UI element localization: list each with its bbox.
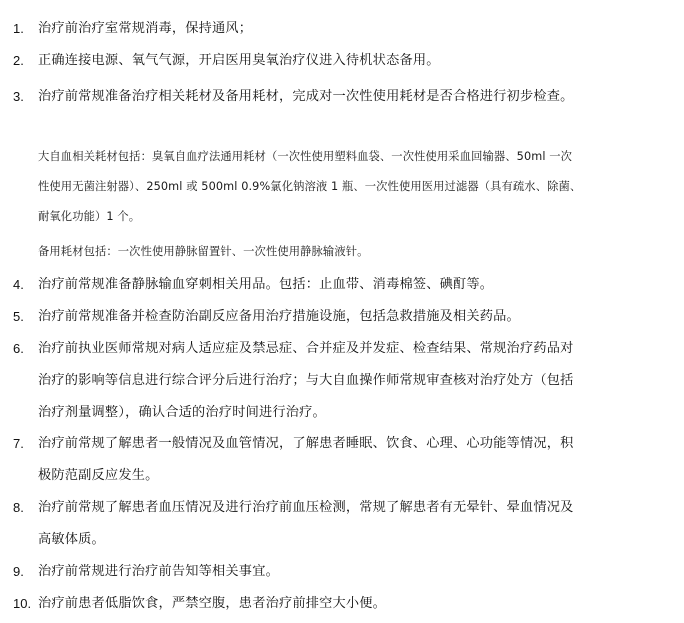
list-number: 1. <box>13 21 24 36</box>
list-text: 治疗前患者低脂饮食，严禁空腹，患者治疗前排空大小便。 <box>38 596 387 611</box>
list-text: 治疗前常规准备静脉输血穿刺相关用品。包括：止血带、消毒棉签、碘酊等。 <box>38 277 494 292</box>
list-text: 治疗前常规准备并检查防治副反应备用治疗措施设施，包括急救措施及相关药品。 <box>38 309 520 324</box>
list-text: 治疗前执业医师常规对病人适应症及禁忌症、合并症及并发症、检查结果、常规治疗药品对治疗的影响等信息进行综合评分后进行治疗；与大自血操作师常规审查核对治疗处方（包括治疗剂量调整），确认合适的治疗时间进行治疗。 <box>38 341 574 420</box>
list-text: 治疗前治疗室常规消毒，保持通风； <box>38 21 253 36</box>
list-text: 治疗前常规进行治疗前告知等相关事宜。 <box>38 564 279 579</box>
list-text: 治疗前常规了解患者血压情况及进行治疗前血压检测，常规了解患者有无晕针、晕血情况及高敏体质。 <box>38 500 574 547</box>
list-number: 9. <box>13 564 24 579</box>
list-text: 治疗前常规了解患者一般情况及血管情况，了解患者睡眠、饮食、心理、心功能等情况，积极防范副反应发生。 <box>38 436 574 483</box>
list-number: 6. <box>13 341 24 356</box>
list-text: 正确连接电源、氧气气源，开启医用臭氧治疗仪进入待机状态备用。 <box>38 53 440 68</box>
list-number: 3. <box>13 89 24 104</box>
consumables-main-note: 大自血相关耗材包括：臭氧自血疗法通用耗材（一次性使用塑料血袋、一次性使用采血回输器、50ml 一次性使用无菌注射器）、250ml 或 500ml 0.9%氯化钠溶液 1 瓶、一次性使用医用过滤器（具有疏水、除菌、耐氧化功能）1 个。 <box>38 150 582 223</box>
list-number: 7. <box>13 436 24 451</box>
list-number: 2. <box>13 53 24 68</box>
list-number: 8. <box>13 500 24 515</box>
list-text: 治疗前常规准备治疗相关耗材及备用耗材，完成对一次性使用耗材是否合格进行初步检查。 <box>38 89 574 104</box>
consumables-backup-note: 备用耗材包括：一次性使用静脉留置针、一次性使用静脉输液针。 <box>38 245 369 258</box>
list-number: 10. <box>13 596 32 611</box>
list-number: 4. <box>13 277 24 292</box>
list-number: 5. <box>13 309 24 324</box>
